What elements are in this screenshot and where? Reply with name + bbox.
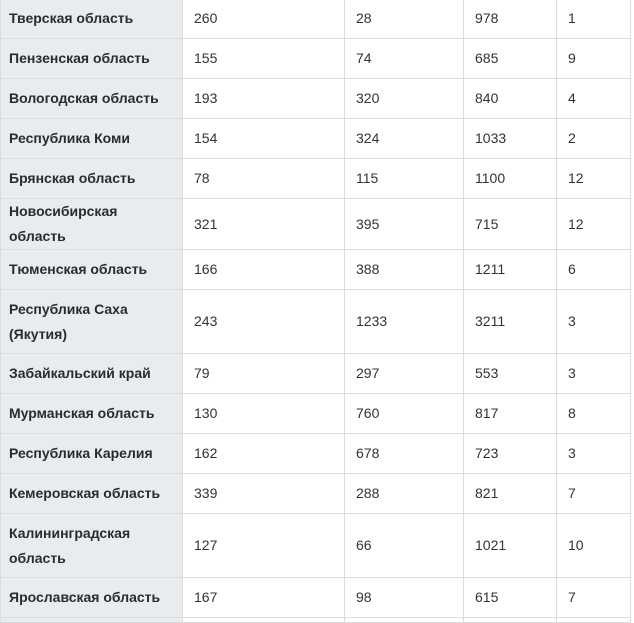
value-cell-col3: 66: [345, 514, 464, 578]
table-row: [1, 354, 631, 394]
table-row: [1, 474, 631, 514]
region-name-cell: Брянская область: [1, 159, 183, 199]
region-name-cell: Забайкальский край: [1, 354, 183, 394]
value-cell-col4: 553: [464, 354, 557, 394]
value-cell-col3: 74: [345, 39, 464, 79]
value-cell-col5: 4: [557, 79, 631, 119]
value-cell-col2: 154: [183, 119, 345, 159]
value-cell-col2: 193: [183, 79, 345, 119]
table-row: [1, 199, 631, 250]
region-name-cell: Ярославская область: [1, 578, 183, 618]
value-cell-col3: 288: [345, 474, 464, 514]
value-cell-col5: 3: [557, 434, 631, 474]
value-cell-col5: 6: [557, 250, 631, 290]
value-cell-col2: 339: [183, 474, 345, 514]
value-cell-col3: 115: [345, 159, 464, 199]
value-cell-col3: 324: [345, 119, 464, 159]
value-cell-col5: 9: [557, 39, 631, 79]
region-name-cell: [1, 618, 183, 623]
value-cell-col4: 1033: [464, 119, 557, 159]
table-row: [1, 119, 631, 159]
value-cell-col2: 321: [183, 199, 345, 250]
value-cell-col4: 817: [464, 394, 557, 434]
region-name-cell: Республика Карелия: [1, 434, 183, 474]
value-cell-col2: [183, 618, 345, 623]
value-cell-col3: 28: [345, 0, 464, 39]
table-row: [1, 250, 631, 290]
value-cell-col4: 821: [464, 474, 557, 514]
region-name-cell: Республика Коми: [1, 119, 183, 159]
value-cell-col4: 723: [464, 434, 557, 474]
value-cell-col3: 760: [345, 394, 464, 434]
value-cell-col3: 678: [345, 434, 464, 474]
value-cell-col3: 388: [345, 250, 464, 290]
value-cell-col4: [464, 618, 557, 623]
table-row: [1, 514, 631, 578]
region-name-cell: Пензенская область: [1, 39, 183, 79]
table-row: [1, 290, 631, 354]
value-cell-col5: 12: [557, 159, 631, 199]
value-cell-col2: 127: [183, 514, 345, 578]
table-row-partial: [1, 618, 631, 623]
region-name-cell: Тверская область: [1, 0, 183, 39]
value-cell-col5: 3: [557, 290, 631, 354]
value-cell-col4: 978: [464, 0, 557, 39]
value-cell-col5: 2: [557, 119, 631, 159]
value-cell-col5: 12: [557, 199, 631, 250]
region-name-cell: Калининградская область: [1, 514, 183, 578]
value-cell-col3: 297: [345, 354, 464, 394]
value-cell-col4: 715: [464, 199, 557, 250]
value-cell-col5: 3: [557, 354, 631, 394]
region-name-cell: Тюменская область: [1, 250, 183, 290]
table-row: [1, 578, 631, 618]
value-cell-col2: 166: [183, 250, 345, 290]
value-cell-col2: 260: [183, 0, 345, 39]
value-cell-col4: 1021: [464, 514, 557, 578]
value-cell-col3: 395: [345, 199, 464, 250]
value-cell-col4: 840: [464, 79, 557, 119]
value-cell-col2: 243: [183, 290, 345, 354]
value-cell-col3: [345, 618, 464, 623]
value-cell-col2: 78: [183, 159, 345, 199]
value-cell-col2: 79: [183, 354, 345, 394]
table-row: [1, 394, 631, 434]
value-cell-col5: 7: [557, 474, 631, 514]
value-cell-col5: 7: [557, 578, 631, 618]
table-row: [1, 79, 631, 119]
value-cell-col2: 167: [183, 578, 345, 618]
table-row: [1, 159, 631, 199]
region-name-cell: Республика Саха (Якутия): [1, 290, 183, 354]
table-row: [1, 0, 631, 39]
value-cell-col3: 320: [345, 79, 464, 119]
value-cell-col2: 130: [183, 394, 345, 434]
region-name-cell: Новосибирская область: [1, 199, 183, 250]
table-body: [1, 0, 631, 623]
value-cell-col4: 685: [464, 39, 557, 79]
value-cell-col4: 1211: [464, 250, 557, 290]
value-cell-col5: 8: [557, 394, 631, 434]
value-cell-col4: 615: [464, 578, 557, 618]
value-cell-col2: 155: [183, 39, 345, 79]
region-name-cell: Мурманская область: [1, 394, 183, 434]
value-cell-col5: 10: [557, 514, 631, 578]
table-row: [1, 434, 631, 474]
table-row: [1, 39, 631, 79]
region-name-cell: Вологодская область: [1, 79, 183, 119]
value-cell-col3: 1233: [345, 290, 464, 354]
value-cell-col5: [557, 618, 631, 623]
value-cell-col5: 1: [557, 0, 631, 39]
value-cell-col4: 1100: [464, 159, 557, 199]
value-cell-col2: 162: [183, 434, 345, 474]
value-cell-col4: 3211: [464, 290, 557, 354]
value-cell-col3: 98: [345, 578, 464, 618]
region-name-cell: Кемеровская область: [1, 474, 183, 514]
